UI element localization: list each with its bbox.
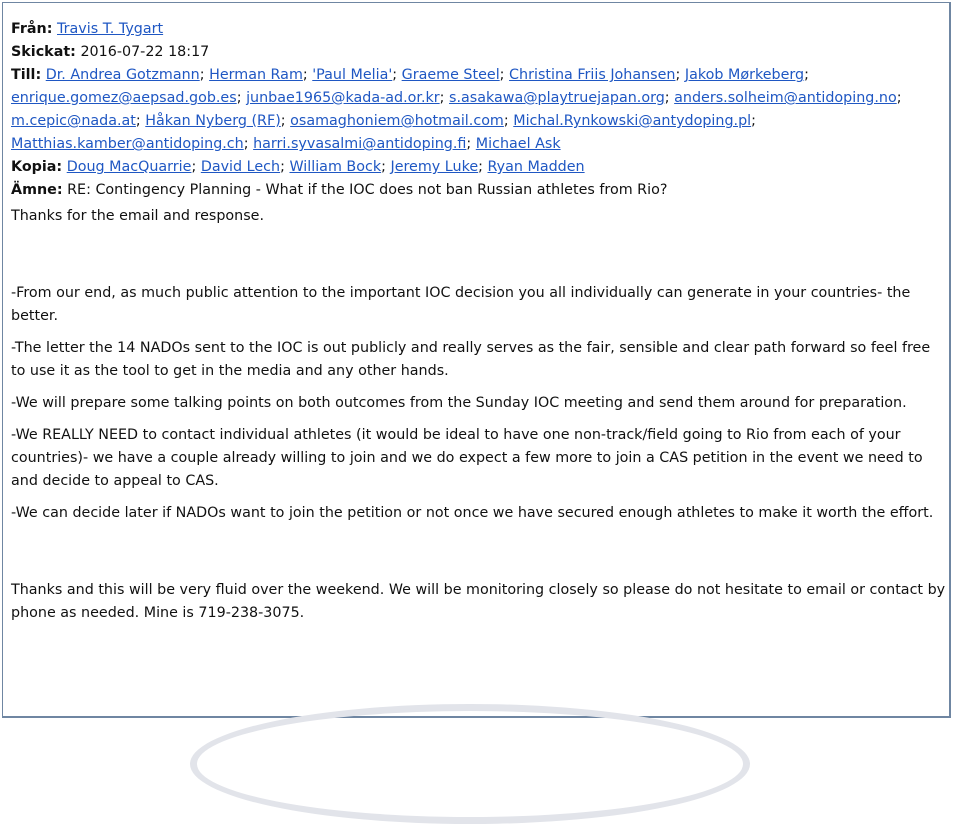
recipient-link[interactable]: m.cepic@nada.at (11, 113, 136, 129)
recipient-separator: ; (439, 90, 450, 106)
recipient-link[interactable]: anders.solheim@antidoping.no (674, 90, 897, 106)
recipient-separator: ; (302, 67, 313, 83)
body-closing: Thanks and this will be very fluid over the weekend. We will be monitoring closely so please do not hesitate to email or contact by phone as needed. Mine is 719-238-3075. (11, 582, 946, 621)
recipient-separator: ; (191, 159, 201, 175)
email-body (11, 205, 946, 625)
cc-recipient-link[interactable]: William Bock (289, 159, 382, 175)
recipient-link[interactable]: osamaghoniem@hotmail.com (290, 113, 504, 129)
recipient-link[interactable]: Matthias.kamber@antidoping.ch (11, 136, 244, 152)
cc-recipient-link[interactable]: David Lech (200, 159, 281, 175)
recipient-separator: ; (478, 159, 488, 175)
recipient-separator: ; (280, 113, 291, 129)
cc-label: Kopia: (11, 159, 63, 175)
recipient-separator: ; (499, 67, 510, 83)
recipient-separator: ; (243, 136, 254, 152)
cc-recipient-link[interactable]: Jeremy Luke (390, 159, 479, 175)
recipient-link[interactable]: Christina Friis Johansen (509, 67, 676, 83)
body-paragraph-3: -We will prepare some talking points on both outcomes from the Sunday IOC meeting and send them around for preparation. (11, 395, 907, 411)
recipient-link[interactable]: Jakob Mørkeberg (684, 67, 805, 83)
recipient-separator: ; (896, 90, 902, 106)
to-line (11, 87, 946, 110)
sent-row (11, 41, 946, 64)
recipient-separator: ; (392, 67, 402, 83)
body-paragraph-4: -We REALLY NEED to contact individual athletes (it would be ideal to have one non-track/field going to Rio from each of your countries)- we have a couple already willing to join and we do expect a few more to join a CAS petition in the event we need to and decide to appeal to CAS. (11, 427, 923, 489)
recipient-separator: ; (466, 136, 476, 152)
recipient-link[interactable]: enrique.gomez@aepsad.gob.es (11, 90, 237, 106)
email-message (11, 18, 946, 625)
recipient-link[interactable]: s.asakawa@playtruejapan.org (449, 90, 665, 106)
to-label: Till: (11, 67, 42, 83)
recipient-link[interactable]: Michael Ask (475, 136, 561, 152)
body-paragraph-5: -We can decide later if NADOs want to join the petition or not once we have secured enough athletes to make it worth the effort. (11, 505, 934, 521)
recipient-separator: ; (675, 67, 685, 83)
recipient-separator: ; (135, 113, 146, 129)
recipient-separator: ; (804, 67, 809, 83)
cc-recipient-link[interactable]: Ryan Madden (487, 159, 585, 175)
to-line (11, 64, 946, 87)
body-paragraph-1: -From our end, as much public attention to the important IOC decision you all individually can generate in your countries- the better. (11, 285, 911, 324)
recipient-link[interactable]: Herman Ram (209, 67, 303, 83)
subject-label: Ämne: (11, 182, 63, 198)
cc-recipient-link[interactable]: Doug MacQuarrie (66, 159, 192, 175)
recipient-link[interactable]: junbae1965@kada-ad.or.kr (246, 90, 440, 106)
recipient-link[interactable]: harri.syvasalmi@antidoping.fi (253, 136, 467, 152)
recipient-separator: ; (664, 90, 675, 106)
recipient-separator: ; (199, 67, 210, 83)
from-sender-link[interactable]: Travis T. Tygart (57, 21, 164, 37)
recipient-link[interactable]: Håkan Nyberg (RF) (145, 113, 281, 129)
recipient-separator: ; (236, 90, 247, 106)
recipient-link[interactable]: 'Paul Melia' (312, 67, 393, 83)
sent-label: Skickat: (11, 44, 76, 60)
recipient-separator: ; (280, 159, 290, 175)
cc-row (11, 156, 946, 179)
from-row (11, 18, 946, 41)
recipient-link[interactable]: Michal.Rynkowski@antydoping.pl (513, 113, 752, 129)
body-paragraph-2: -The letter the 14 NADOs sent to the IOC is out publicly and really serves as the fair, sensible and clear path forward so feel free to use it as the tool to get in the media and any other hands. (11, 340, 931, 379)
recipient-link[interactable]: Dr. Andrea Gotzmann (45, 67, 200, 83)
subject-row (11, 179, 946, 202)
recipient-separator: ; (503, 113, 514, 129)
to-recipients (11, 64, 946, 156)
sent-value: 2016-07-22 18:17 (80, 44, 210, 60)
recipient-link[interactable]: Graeme Steel (401, 67, 500, 83)
body-greeting: Thanks for the email and response. (11, 208, 264, 224)
to-line (11, 110, 946, 133)
recipient-separator: ; (381, 159, 391, 175)
subject-value: RE: Contingency Planning - What if the IOC does not ban Russian athletes from Rio? (67, 182, 668, 198)
to-line (11, 133, 946, 156)
decorative-arc (190, 704, 750, 824)
from-label: Från: (11, 21, 53, 37)
recipient-separator: ; (751, 113, 756, 129)
